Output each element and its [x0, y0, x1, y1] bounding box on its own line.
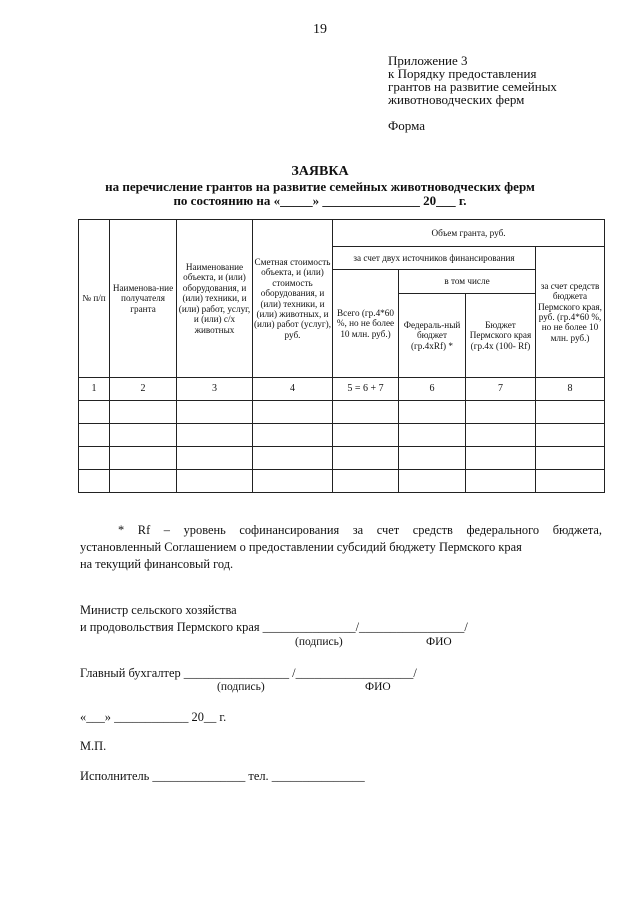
- table-cell: [466, 424, 536, 447]
- column-number: 5 = 6 + 7: [333, 378, 399, 401]
- table-row: [79, 447, 605, 470]
- column-number: 3: [177, 378, 253, 401]
- table-cell: [466, 401, 536, 424]
- stamp-placeholder: М.П.: [80, 739, 107, 753]
- document-subtitle: [0, 180, 640, 208]
- table-cell: [536, 424, 605, 447]
- table-cell: [253, 401, 333, 424]
- table-cell: [79, 401, 110, 424]
- footnote: [80, 522, 602, 573]
- table-cell: [110, 447, 177, 470]
- column-number-row: [79, 378, 605, 401]
- column-number: 1: [79, 378, 110, 401]
- footnote-line: на текущий финансовый год.: [80, 557, 234, 571]
- table-cell: [253, 470, 333, 493]
- appendix-header: [388, 54, 557, 106]
- fio-caption: ФИО: [365, 681, 391, 693]
- minister-title: Министр сельского хозяйства: [80, 603, 237, 617]
- table-cell: [399, 447, 466, 470]
- footnote-line: * Rf – уровень софинансирования за счет средств федерального бюджета,: [118, 523, 602, 537]
- header-total: Всего (гр.4*60 %, но не более 10 млн. руб.): [333, 270, 399, 378]
- header-object: Наименование объекта, и (или) оборудования, и (или) техники, и (или) работ, услуг, и (или) с/х животных: [177, 220, 253, 378]
- table-cell: [333, 424, 399, 447]
- table-cell: [79, 447, 110, 470]
- minister-signature-line: и продовольствия Пермского края _______________/_________________/: [80, 620, 468, 634]
- table-row: [79, 424, 605, 447]
- table-cell: [110, 424, 177, 447]
- header-including: в том числе: [399, 270, 536, 294]
- table-cell: [253, 424, 333, 447]
- signature-caption: (подпись): [217, 681, 265, 693]
- table-cell: [536, 470, 605, 493]
- executor-line: Исполнитель _______________ тел. _______________: [80, 769, 365, 783]
- appendix-line: животноводческих ферм: [388, 92, 525, 107]
- header-num: № п/п: [79, 220, 110, 378]
- column-number: 7: [466, 378, 536, 401]
- appendix-line: к Порядку предоставления: [388, 66, 537, 81]
- header-two-sources: за счет двух источников финансирования: [333, 247, 536, 270]
- form-label: Форма: [388, 118, 425, 133]
- column-number: 2: [110, 378, 177, 401]
- column-number: 8: [536, 378, 605, 401]
- table-cell: [110, 470, 177, 493]
- subtitle-line: по состоянию на «_____» _______________ 20___ г.: [173, 193, 467, 208]
- header-federal: Федераль-ный бюджет (гр.4xRf) *: [399, 294, 466, 378]
- grant-table: [78, 219, 605, 493]
- table-cell: [177, 470, 253, 493]
- page-number: 19: [313, 22, 327, 37]
- footnote-line: установленный Соглашением о предоставлении субсидий бюджету Пермского края: [80, 540, 522, 554]
- fio-caption: ФИО: [426, 636, 452, 648]
- table-cell: [110, 401, 177, 424]
- document-title: ЗАЯВКА: [291, 164, 349, 179]
- table-cell: [79, 424, 110, 447]
- header-perm-only: за счет средств бюджета Пермского края, руб. (гр.4*60 %, но не более 10 млн. руб.): [536, 247, 605, 378]
- table-cell: [333, 447, 399, 470]
- accountant-signature-line: Главный бухгалтер _________________ /___________________/: [80, 666, 417, 680]
- table-cell: [466, 447, 536, 470]
- table-cell: [177, 424, 253, 447]
- table-cell: [333, 470, 399, 493]
- table-cell: [177, 447, 253, 470]
- table-cell: [399, 401, 466, 424]
- column-number: 4: [253, 378, 333, 401]
- table-cell: [536, 401, 605, 424]
- table-cell: [253, 447, 333, 470]
- table-row: [79, 470, 605, 493]
- table-cell: [536, 447, 605, 470]
- table-cell: [466, 470, 536, 493]
- header-grant-volume: Объем гранта, руб.: [333, 220, 605, 247]
- header-recipient: Наименова-ние получателя гранта: [110, 220, 177, 378]
- date-line: «___» ____________ 20__ г.: [80, 710, 227, 724]
- header-perm-budget: Бюджет Пермского края (гр.4x (100- Rf): [466, 294, 536, 378]
- table-cell: [79, 470, 110, 493]
- signature-caption: (подпись): [295, 636, 343, 648]
- table-cell: [333, 401, 399, 424]
- subtitle-line: на перечисление грантов на развитие семейных животноводческих ферм: [105, 179, 535, 194]
- table-cell: [399, 424, 466, 447]
- table-row: [79, 401, 605, 424]
- appendix-line: грантов на развитие семейных: [388, 79, 557, 94]
- table-cell: [399, 470, 466, 493]
- header-cost: Сметная стоимость объекта, и (или) стоимость оборудования, и (или) техники, и (или) животных, и (или) работ (услуг), руб.: [253, 220, 333, 378]
- column-number: 6: [399, 378, 466, 401]
- table-cell: [177, 401, 253, 424]
- appendix-line: Приложение 3: [388, 53, 468, 68]
